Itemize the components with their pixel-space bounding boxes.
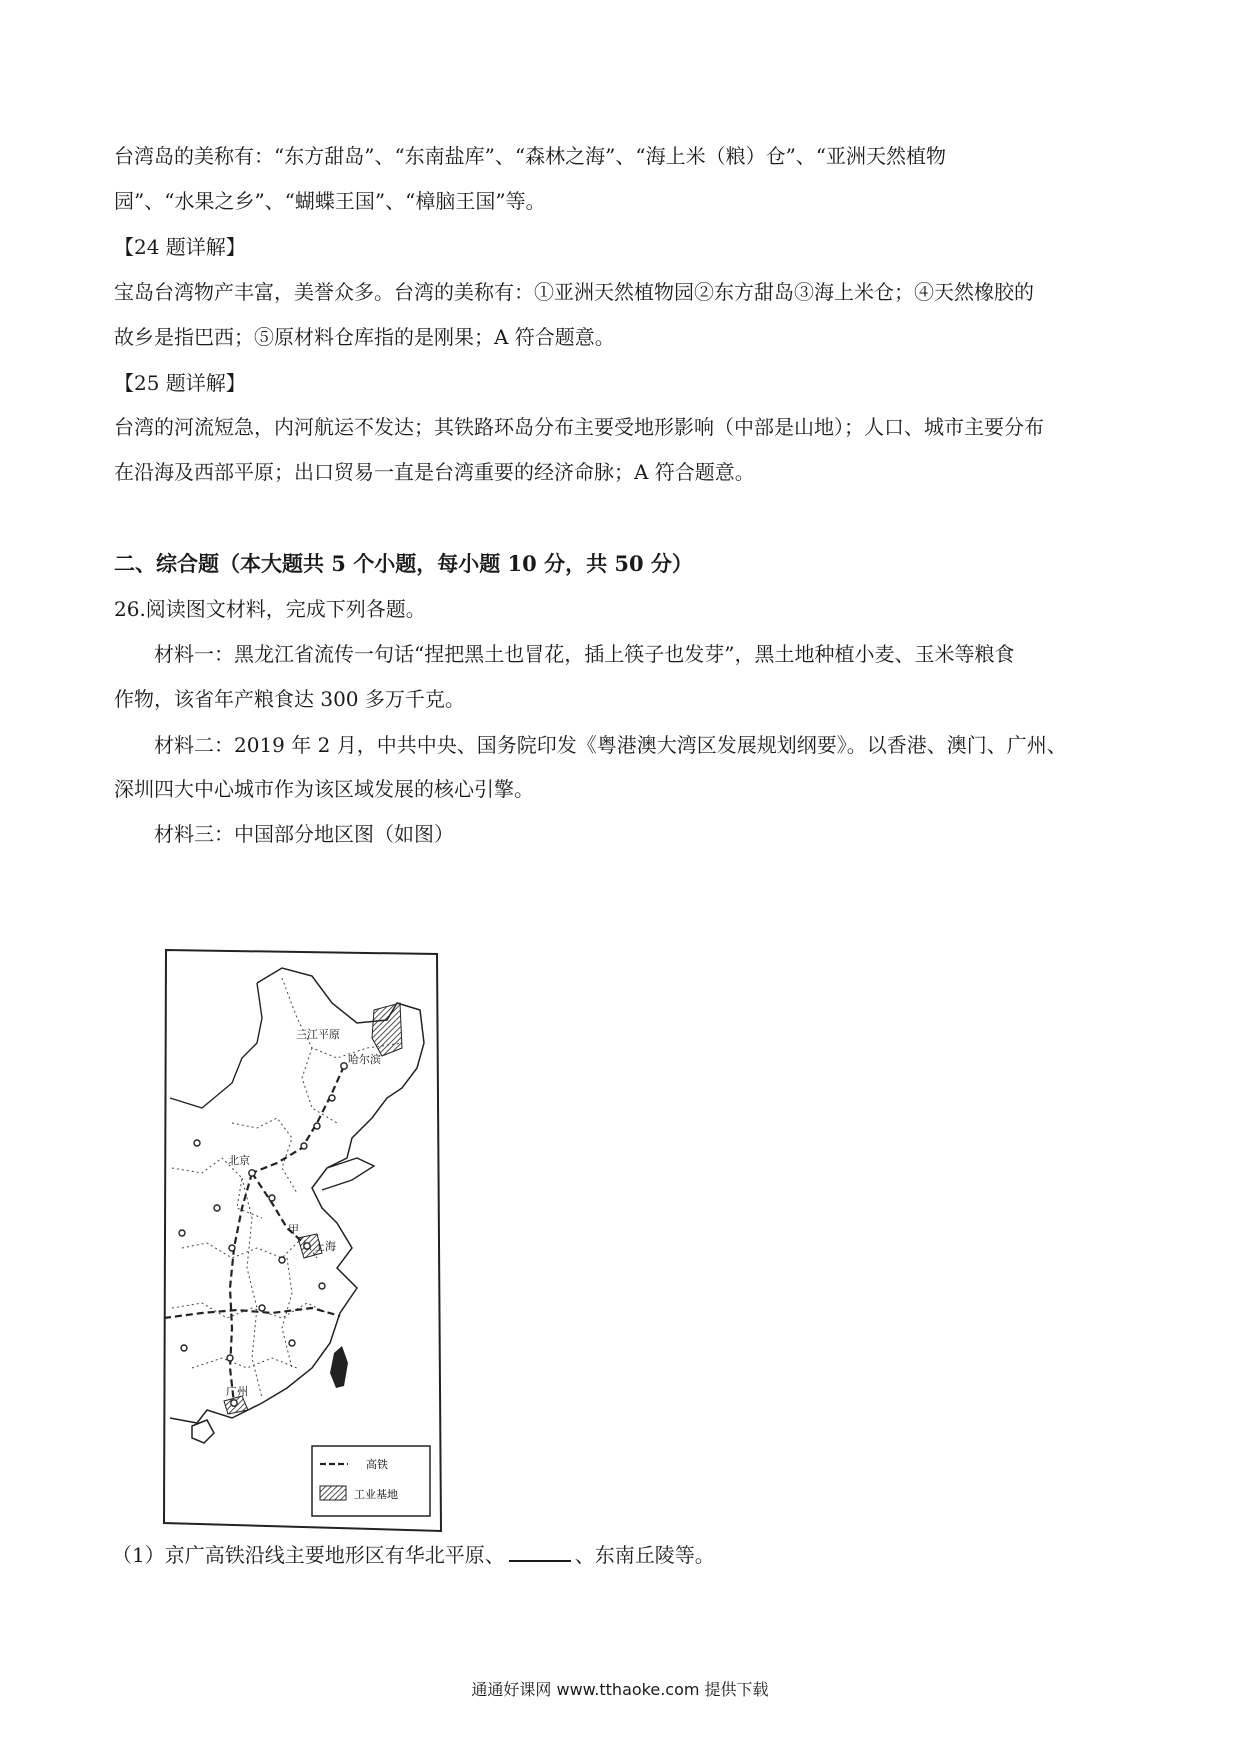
answer-blank[interactable] [509,1542,571,1562]
map-label-jia: 甲 [288,1223,299,1236]
guangzhou-point [231,1400,237,1406]
material-two-line: 深圳四大中心城市作为该区域发展的核心引擎。 [114,777,534,801]
map-label-guangzhou: 广州 [226,1385,248,1398]
question-text-before-blank: （1）京广高铁沿线主要地形区有华北平原、 [112,1543,505,1567]
question-26-intro: 26.阅读图文材料，完成下列各题。 [114,597,426,621]
material-one-line: 作物，该省年产粮食达 300 多万千克。 [114,687,465,711]
paragraph-line: 在沿海及西部平原；出口贸易一直是台湾重要的经济命脉；A 符合题意。 [114,460,755,484]
legend-industry-symbol [320,1486,346,1500]
beijing-point [249,1170,255,1176]
paragraph-line: 台湾的河流短急，内河航运不发达；其铁路环岛分布主要受地形影响（中部是山地）；人口、城市主要分布 [114,415,1044,439]
map-label-sanjiang: 三江平原 [296,1028,340,1041]
map-label-harbin: 哈尔滨 [348,1053,381,1066]
legend-industry-label: 工业基地 [354,1488,398,1501]
china-map-figure [162,948,442,1533]
map-legend [312,1446,430,1516]
section-title: 二、综合题（本大题共 5 个小题，每小题 10 分，共 50 分） [114,551,693,576]
harbin-point [341,1063,347,1069]
question-24-header: 【24 题详解】 [114,235,246,259]
paragraph-line: 台湾岛的美称有：“东方甜岛”、“东南盐库”、“森林之海”、“海上米（粮）仓”、“亚洲天然植物 [114,144,947,168]
material-three: 材料三：中国部分地区图（如图） [154,822,454,846]
material-two-line: 材料二：2019 年 2 月，中共中央、国务院印发《粤港澳大湾区发展规划纲要》。以香港、澳门、广州、 [154,733,1067,757]
question-text-after-blank: 、东南丘陵等。 [574,1543,715,1567]
material-one-line: 材料一：黑龙江省流传一句话“捏把黑土也冒花，插上筷子也发芽”，黑土地种植小麦、玉米等粮食 [154,642,1015,666]
paragraph-line: 故乡是指巴西；⑤原材料仓库指的是刚果；A 符合题意。 [114,325,615,349]
map-label-shanghai: 上海 [314,1240,336,1253]
paragraph-line: 宝岛台湾物产丰富，美誉众多。台湾的美称有：①亚洲天然植物园②东方甜岛③海上米仓；④天然橡胶的 [114,280,1034,304]
question-25-header: 【25 题详解】 [114,371,246,395]
map-label-beijing: 北京 [228,1154,250,1167]
paragraph-line: 园”、“水果之乡”、“蝴蝶王国”、“樟脑王国”等。 [114,189,546,213]
page-footer: 通通好课网 www.tthaoke.com 提供下载 [471,1680,769,1699]
question-26-1 [112,1541,715,1569]
shanghai-point [304,1243,310,1249]
legend-rail-label: 高铁 [366,1458,388,1471]
